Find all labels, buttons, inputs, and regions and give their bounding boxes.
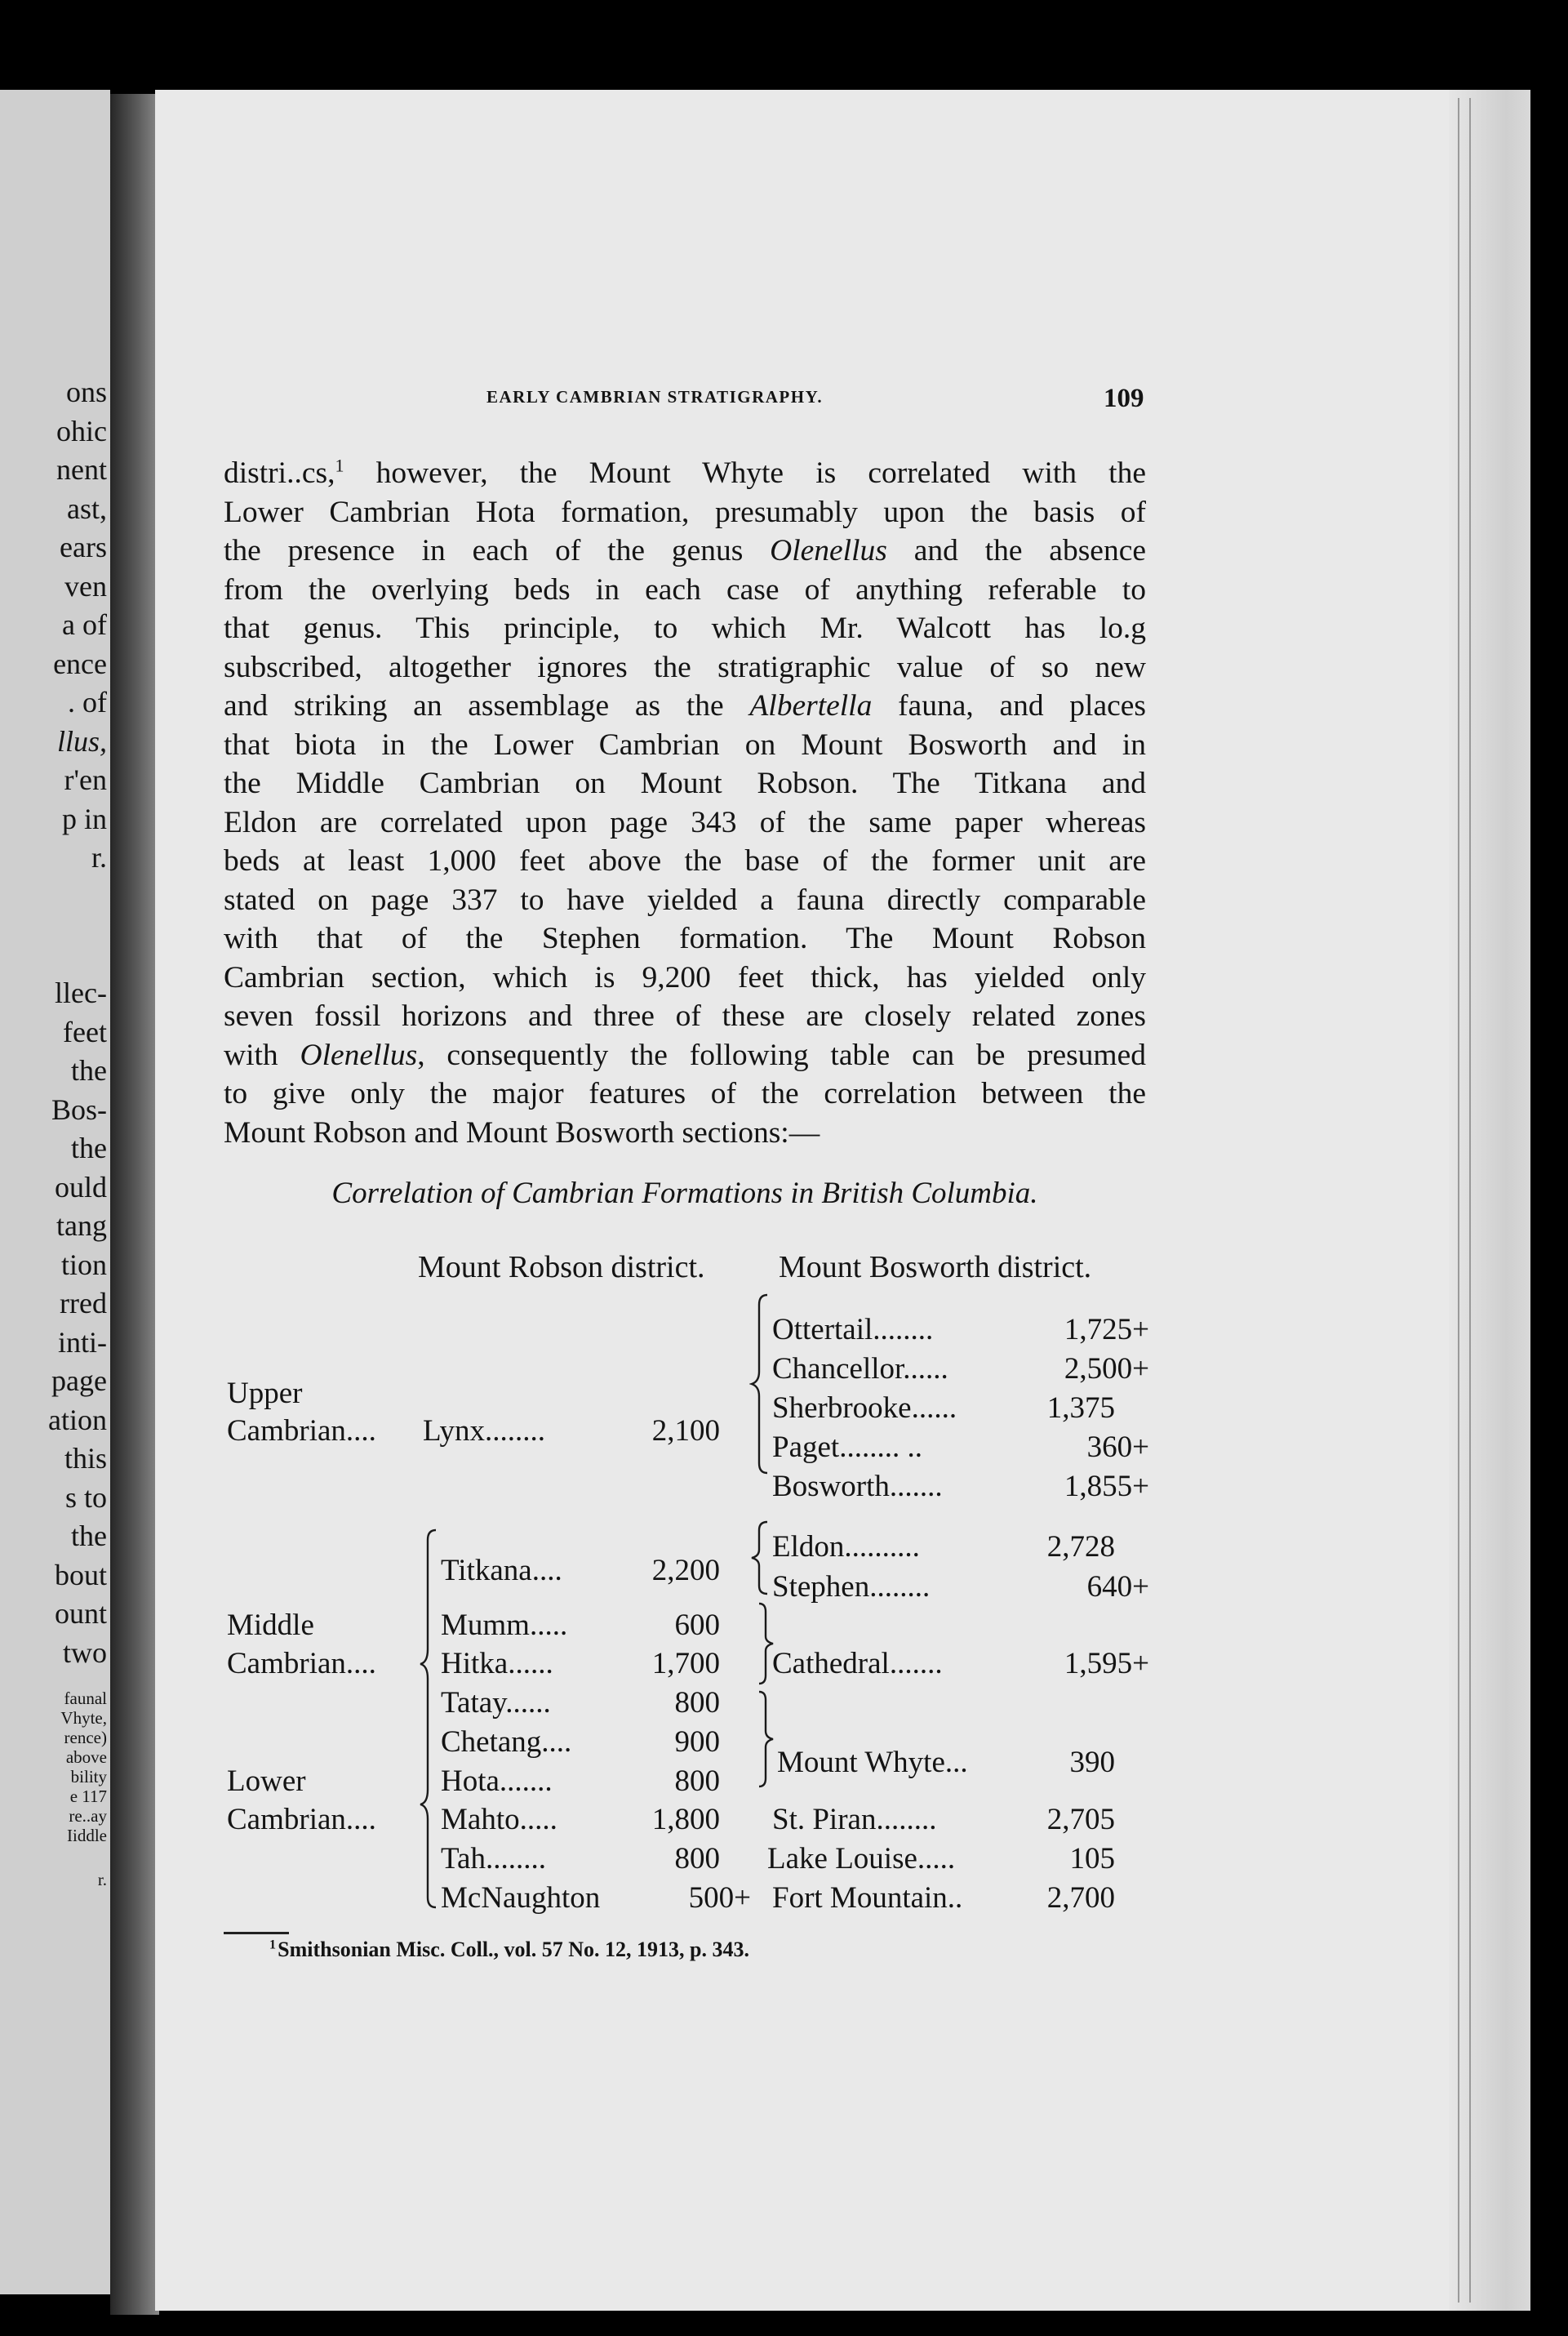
text-run: that genus. This principle, to which Mr. Walcott has lo.g	[224, 612, 1146, 645]
text-run: , consequently the following table can be presumed	[417, 1038, 1146, 1072]
paragraph-line	[224, 532, 1146, 571]
text-run: to give only the major features of the correlation between the	[224, 1077, 1146, 1110]
facing-page-fragment: the	[71, 1132, 107, 1164]
bosworth-formation-name: Paget........ ..	[772, 1431, 922, 1464]
page-edge	[1449, 90, 1530, 2311]
robson-thickness: 800	[674, 1842, 720, 1875]
mount-whyte-brace	[754, 1689, 777, 1790]
table-title: Correlation of Cambrian Formations in British Columbia.	[331, 1177, 1038, 1210]
facing-page-fragment: ast,	[67, 492, 107, 525]
genus-name: Albertella	[749, 689, 873, 723]
column-header-robson: Mount Robson district.	[418, 1250, 705, 1284]
bosworth-formation-name: Stephen........	[772, 1570, 931, 1604]
text-run: distri..cs,	[224, 456, 335, 490]
robson-formation-name: McNaughton	[441, 1881, 601, 1915]
bosworth-thickness: 1,855+	[1064, 1470, 1149, 1503]
page-edge-line	[1469, 98, 1471, 2303]
upper-bosworth-brace	[749, 1292, 774, 1476]
facing-page-fragment: nent	[56, 453, 107, 486]
paragraph-line	[224, 571, 1146, 610]
series-label-middle: Middle	[227, 1609, 314, 1642]
robson-formation-name: Tatay......	[441, 1686, 551, 1720]
facing-page-fragment: p in	[61, 802, 107, 835]
text-run: subscribed, altogether ignores the stratigraphic value of so new	[224, 650, 1146, 684]
facing-page-fragment: llus,	[56, 724, 107, 758]
text-run: with	[224, 1038, 300, 1072]
cathedral-brace	[754, 1600, 777, 1687]
facing-page-fragment: inti-	[58, 1325, 107, 1359]
facing-page-fragment: two	[63, 1635, 107, 1669]
paragraph-line	[224, 803, 1146, 843]
bosworth-thickness: 360+	[1086, 1431, 1149, 1464]
text-run: the presence in each of the genus	[224, 534, 771, 567]
facing-page-fragment: the	[71, 1054, 107, 1087]
text-run: Mount Robson and Mount Bosworth sections:—	[224, 1115, 820, 1150]
bosworth-formation-name: Chancellor......	[772, 1352, 948, 1386]
bosworth-thickness: 1,595+	[1064, 1647, 1149, 1680]
bosworth-thickness: 2,500+	[1064, 1352, 1149, 1386]
robson-formation-name: Hitka......	[441, 1647, 553, 1680]
facing-page-fragment: re..ay	[69, 1806, 107, 1826]
bosworth-formation-name: Ottertail........	[772, 1313, 934, 1346]
series-label-middle-cambrian: Cambrian....	[227, 1647, 376, 1680]
bosworth-thickness: 2,700	[1046, 1881, 1115, 1915]
genus-name: Olenellus	[770, 534, 887, 567]
facing-page-fragment: rence)	[64, 1728, 107, 1747]
paragraph-line	[224, 1114, 1146, 1153]
facing-page-fragment: ons	[65, 376, 107, 408]
bosworth-thickness: 390	[1069, 1746, 1115, 1779]
facing-page-fragment: page	[51, 1364, 107, 1397]
paragraph-line	[224, 454, 1146, 493]
footnote-text: Smithsonian Misc. Coll., vol. 57 No. 12, 1913, p. 343.	[278, 1938, 749, 1961]
facing-page-fragment: above	[65, 1747, 107, 1767]
facing-page-fragment: r.	[97, 1870, 107, 1889]
upper-series-brace	[411, 1402, 428, 1451]
bosworth-formation-name: Mount Whyte...	[777, 1746, 968, 1779]
facing-page-fragment: ould	[54, 1170, 107, 1204]
running-title: EARLY CAMBRIAN STRATIGRAPHY.	[486, 387, 824, 407]
body-paragraph	[224, 454, 1146, 1152]
facing-page-fragment: llec-	[55, 977, 107, 1009]
robson-thickness: 1,700	[651, 1647, 720, 1680]
facing-page-fragment: ount	[54, 1597, 107, 1630]
text-run: from the overlying beds in each case of anything referable to	[224, 572, 1146, 607]
robson-thickness: 800	[674, 1686, 720, 1720]
robson-thickness: 900	[674, 1725, 720, 1759]
column-header-bosworth: Mount Bosworth district.	[779, 1250, 1092, 1284]
facing-page-fragment: Iiddle	[67, 1826, 107, 1845]
robson-thickness: 500+	[688, 1881, 751, 1915]
footnote-rule	[224, 1932, 289, 1934]
eldon-stephen-brace	[749, 1519, 774, 1597]
paragraph-line	[224, 726, 1146, 765]
facing-page-fragment: e 117	[69, 1786, 107, 1806]
text-run: however, the Mount Whyte is correlated with the	[344, 456, 1146, 490]
robson-formation-name: Titkana....	[441, 1554, 562, 1587]
paragraph-line	[224, 764, 1146, 803]
series-label-upper: Upper	[227, 1377, 303, 1410]
footnote-marker: 1	[269, 1938, 276, 1952]
bosworth-formation-name: Eldon..........	[772, 1530, 920, 1564]
text-run: Lower Cambrian Hota formation, presumably upon the basis of	[224, 495, 1146, 529]
robson-thickness: 1,800	[651, 1803, 720, 1836]
facing-page-fragment: ation	[48, 1403, 107, 1436]
book-gutter	[110, 94, 159, 2315]
bosworth-formation-name: St. Piran........	[772, 1803, 937, 1836]
footnote	[269, 1938, 749, 1962]
facing-page-fragment: a of	[62, 608, 107, 641]
text-run: and the absence	[886, 534, 1146, 567]
robson-formation-name: Hota.......	[441, 1764, 553, 1798]
facing-page-fragment: Vhyte,	[60, 1708, 107, 1728]
facing-page-fragment: bout	[54, 1558, 107, 1591]
robson-formation-name: Chetang....	[441, 1725, 572, 1759]
facing-page-fragment: s to	[64, 1480, 107, 1514]
series-label-lower-cambrian: Cambrian....	[227, 1803, 376, 1836]
paragraph-line	[224, 1075, 1146, 1114]
bosworth-formation-name: Bosworth.......	[772, 1470, 943, 1503]
facing-page-fragment: ears	[60, 531, 107, 563]
page-edge-line	[1458, 98, 1459, 2303]
genus-name: Olenellus	[300, 1038, 418, 1072]
facing-page-fragment: ohic	[56, 414, 107, 447]
text-run: and striking an assemblage as the	[224, 689, 750, 723]
facing-page-fragment: this	[64, 1442, 107, 1475]
paragraph-line	[224, 687, 1146, 726]
bosworth-formation-name: Fort Mountain..	[772, 1881, 963, 1915]
series-label-lower: Lower	[227, 1764, 306, 1798]
text-run: Eldon are correlated upon page 343 of the same paper whereas	[224, 805, 1146, 839]
text-run: fauna, and places	[872, 689, 1147, 723]
paragraph-line	[224, 648, 1146, 687]
text-run: that biota in the Lower Cambrian on Mount Bosworth and in	[224, 727, 1146, 762]
middle-lower-brace	[418, 1527, 442, 1911]
text-run: Cambrian section, which is 9,200 feet thick, has yielded only	[224, 960, 1146, 994]
facing-page-fragment: feet	[63, 1015, 107, 1048]
robson-formation-name: Lynx........	[423, 1414, 546, 1448]
bosworth-thickness: 105	[1069, 1842, 1115, 1875]
facing-page-fragment: tang	[56, 1209, 107, 1242]
paragraph-line	[224, 881, 1146, 920]
footnote-reference: 1	[335, 455, 344, 476]
bosworth-thickness: 640+	[1086, 1570, 1149, 1604]
facing-page-fragment: bility	[70, 1767, 107, 1786]
page-number: 109	[1104, 384, 1144, 413]
facing-page	[0, 90, 110, 2294]
bosworth-formation-name: Lake Louise.....	[767, 1842, 956, 1875]
facing-page-fragment: r'en	[64, 763, 107, 796]
text-run: beds at least 1,000 feet above the base of the former unit are	[224, 844, 1146, 878]
paragraph-line	[224, 1036, 1146, 1075]
paragraph-line	[224, 842, 1146, 881]
text-run: seven fossil horizons and three of these are closely related zones	[224, 999, 1146, 1033]
facing-page-fragment: ence	[53, 647, 107, 680]
robson-formation-name: Mahto.....	[441, 1803, 557, 1836]
bosworth-formation-name: Cathedral.......	[772, 1647, 943, 1680]
paragraph-line	[224, 609, 1146, 648]
robson-thickness: 600	[674, 1609, 720, 1642]
bosworth-thickness: 2,705	[1046, 1803, 1115, 1836]
paragraph-line	[224, 919, 1146, 959]
facing-page-fragment: ven	[64, 569, 107, 603]
bosworth-thickness: 2,728	[1046, 1530, 1115, 1564]
robson-thickness: 2,100	[651, 1414, 720, 1448]
bosworth-thickness: 1,725+	[1064, 1313, 1149, 1346]
paragraph-line	[224, 997, 1146, 1036]
facing-page-fragment: the	[71, 1520, 107, 1552]
bosworth-formation-name: Sherbrooke......	[772, 1391, 957, 1425]
facing-page-fragment: rred	[60, 1287, 107, 1319]
paragraph-line	[224, 959, 1146, 998]
facing-page-fragment: Bos-	[51, 1092, 107, 1126]
robson-formation-name: Tah........	[441, 1842, 546, 1875]
text-run: the Middle Cambrian on Mount Robson. The Titkana and	[224, 767, 1146, 800]
text-run: stated on page 337 to have yielded a fauna directly comparable	[224, 883, 1146, 917]
bosworth-thickness: 1,375	[1046, 1391, 1115, 1425]
facing-page-fragment: r.	[91, 841, 107, 874]
facing-page-fragment: faunal	[64, 1689, 107, 1708]
robson-thickness: 2,200	[651, 1554, 720, 1587]
series-label-upper-cambrian: Cambrian....	[227, 1414, 376, 1448]
facing-page-fragment: tion	[60, 1248, 107, 1281]
facing-page-fragment: . of	[68, 686, 107, 719]
text-run: with that of the Stephen formation. The Mount Robson	[224, 922, 1146, 955]
paragraph-line	[224, 493, 1146, 532]
robson-formation-name: Mumm.....	[441, 1609, 568, 1642]
robson-thickness: 800	[674, 1764, 720, 1798]
